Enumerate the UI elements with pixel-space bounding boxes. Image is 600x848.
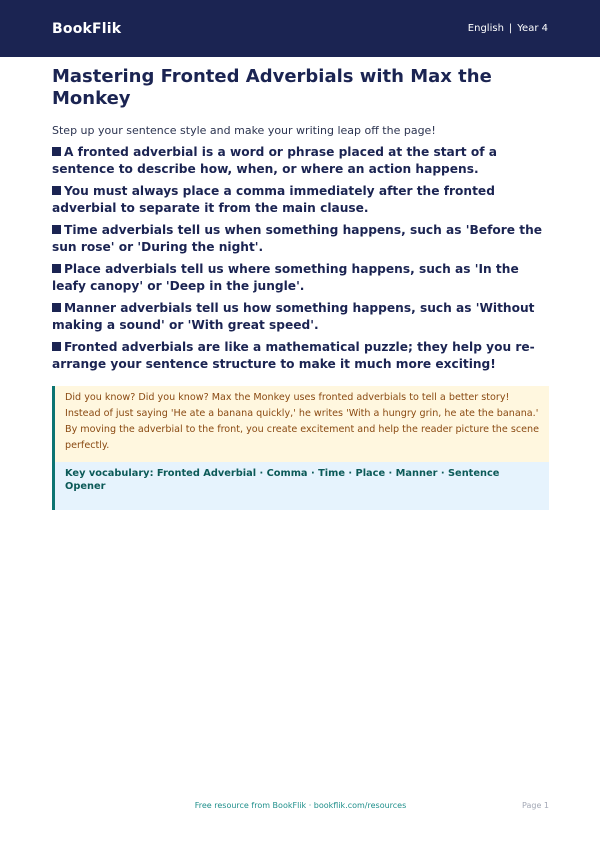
key-point: [52, 183, 549, 217]
key-point-text: Manner adverbials tell us how something happens, such as 'Without making a sound' or 'With great speed'.: [52, 301, 535, 332]
square-bullet-icon: [52, 225, 61, 234]
main-content: [52, 66, 549, 510]
footer-credit: Free resource from BookFlik · bookflik.com/resources: [194, 801, 407, 810]
page-header: [0, 0, 600, 57]
info-callout: [52, 386, 549, 510]
page-footer: [52, 801, 549, 815]
square-bullet-icon: [52, 303, 61, 312]
key-point-text: Fronted adverbials are like a mathematical puzzle; they help you re-arrange your sentence structure to make it much more exciting!: [52, 340, 535, 371]
subject-label: English: [467, 23, 504, 34]
year-label: Year 4: [517, 23, 548, 34]
key-point-text: You must always place a comma immediately after the fronted adverbial to separate it from the main clause.: [52, 184, 495, 215]
key-point: [52, 144, 549, 178]
header-meta: [468, 23, 548, 34]
key-point: [52, 222, 549, 256]
meta-separator: |: [508, 23, 513, 34]
key-point-text: A fronted adverbial is a word or phrase placed at the start of a sentence to describe how, when, or where an action happens.: [52, 145, 498, 176]
page-number: Page 1: [522, 801, 549, 810]
square-bullet-icon: [52, 186, 61, 195]
intro-text: Step up your sentence style and make your writing leap off the page!: [52, 124, 436, 137]
key-point: [52, 261, 549, 295]
square-bullet-icon: [52, 147, 61, 156]
key-point: [52, 339, 549, 373]
key-point-text: Time adverbials tell us when something happens, such as 'Before the sun rose' or 'During the night'.: [52, 223, 543, 254]
key-point-text: Place adverbials tell us where something happens, such as 'In the leafy canopy' or 'Deep in the jungle'.: [52, 262, 519, 293]
did-you-know-box: Did you know? Did you know? Max the Monkey uses fronted adverbials to tell a better story! Instead of just saying 'He ate a banana quickly,' he writes 'With a hungry grin, he ate the banana.' By moving the adverbial to the front, you create excitement and help the reader picture the scene perfectly.: [55, 386, 549, 462]
square-bullet-icon: [52, 264, 61, 273]
key-point: [52, 300, 549, 334]
key-vocabulary-box: Key vocabulary: Fronted Adverbial · Comma · Time · Place · Manner · Sentence Opener: [55, 462, 549, 510]
key-points-list: [52, 144, 549, 373]
page-title: Mastering Fronted Adverbials with Max the Monkey: [52, 66, 492, 109]
square-bullet-icon: [52, 342, 61, 351]
brand-logo-text: BookFlik: [52, 20, 122, 37]
